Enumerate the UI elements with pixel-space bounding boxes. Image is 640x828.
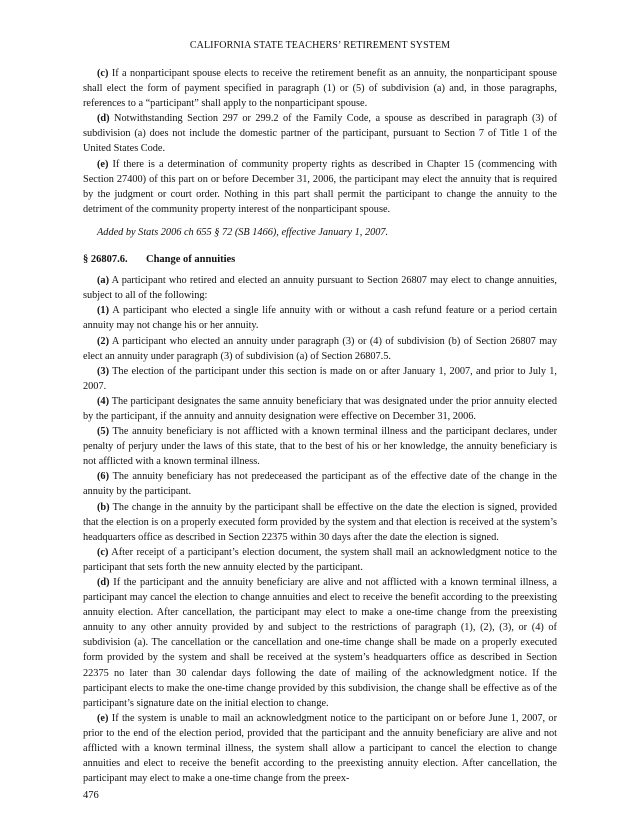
paragraph-text: If there is a determination of community property rights as described in Chapter 15 (commencing with Section 27400) of this part on or before December 31, 2006, the participant may elect the annuity that is required by the judgment or court order. Nothing in this part shall permit the participant to change the annuity to the detriment of the community property interest of the nonparticipant spouse.: [83, 158, 558, 215]
paragraph-a-4: [83, 394, 557, 424]
paragraph-d-top: [83, 111, 557, 156]
paragraph-d: [83, 575, 557, 711]
section-number: § 26807.6.: [83, 254, 128, 266]
paragraph-text: The change in the annuity by the participant shall be effective on the date the election is signed, provided that the election is on a properly executed form provided by the system and that election is received at the system’s headquarters office as described in Section 22375 within 30 days after the date the election is signed.: [83, 501, 558, 543]
paragraph-label: (d): [97, 113, 110, 125]
paragraph-text: Notwithstanding Section 297 or 299.2 of the Family Code, a spouse as described in paragraph (3) of subdivision (a) does not include the domestic partner of the participant, pursuant to Section 7 of Title 1 of the United States Code.: [83, 113, 557, 155]
paragraph-a-6: [83, 469, 557, 499]
paragraph-label: (4): [97, 395, 110, 407]
paragraph-b: [83, 500, 557, 545]
paragraph-label: (2): [97, 335, 110, 347]
page-body: [83, 66, 557, 786]
paragraph-label: (1): [97, 305, 110, 317]
paragraph-text: If the system is unable to mail an acknowledgment notice to the participant on or before June 1, 2007, or prior to the end of the election period, provided that the participant and the annuity beneficiary are alive and not afflicted with a known terminal illness, the system shall allow a participant to cancel the election to change annuities and elect to receive the benefit according to the preexisting annuity election. After cancellation, the participant may elect to make a one-time change from the preex-: [83, 712, 557, 785]
paragraph-a-5: [83, 424, 557, 469]
paragraph-label: (6): [97, 471, 110, 483]
paragraph-e-top: [83, 157, 557, 217]
paragraph-label: (a): [97, 275, 110, 287]
paragraph-text: The election of the participant under this section is made on or after January 1, 2007, and prior to July 1, 2007.: [83, 365, 557, 392]
paragraph-label: (c): [97, 546, 109, 558]
history-note: Added by Stats 2006 ch 655 § 72 (SB 1466), effective January 1, 2007.: [97, 226, 389, 238]
section-heading: [83, 252, 557, 267]
paragraph-text: The annuity beneficiary has not predeceased the participant as of the effective date of the change in the annuity by the participant.: [83, 471, 557, 498]
section-title: Change of annuities: [146, 254, 236, 266]
paragraph-text: After receipt of a participant’s election document, the system shall mail an acknowledgment notice to the participant that sets forth the new annuity elected by the participant.: [83, 546, 557, 573]
paragraph-c-top: [83, 66, 557, 111]
paragraph-c: [83, 545, 557, 575]
top-paragraphs: [83, 66, 557, 217]
paragraph-text: The participant designates the same annuity beneficiary that was designated under the prior annuity elected by the participant, if the annuity and annuity designation were effective on December 31, 2006.: [83, 395, 557, 422]
paragraph-e: [83, 711, 557, 786]
paragraph-a-2: [83, 334, 557, 364]
paragraph-label: (e): [97, 712, 109, 724]
paragraph-text: A participant who retired and elected an annuity pursuant to Section 26807 may elect to change annuities, subject to all of the following:: [83, 275, 557, 302]
paragraph-label: (b): [97, 501, 110, 513]
paragraph-label: (3): [97, 365, 110, 377]
paragraph-a-3: [83, 364, 557, 394]
paragraph-a: [83, 273, 557, 303]
paragraph-text: If the participant and the annuity beneficiary are alive and not afflicted with a known terminal illness, a participant may cancel the election to change annuities and elect to receive the benefit according to the preexisting annuity election. After cancellation, the participant may elect to make a one-time change from the preexisting annuity to any other annuity provided by and subject to the restrictions of paragraph (1), (2), (3), or (4) of subdivision (a). The cancellation or the cancellation and one-time change shall be made on a properly executed form provided by the system and shall be received at the system’s headquarters office as described in Section 22375 no later than 30 calendar days following the date of mailing of the acknowledgment notice. If the participant elects to make the one-time change provided by this subdivision, the change shall be effective as of the participant’s signature date on the initial election to change.: [83, 577, 558, 709]
paragraph-text: If a nonparticipant spouse elects to receive the retirement benefit as an annuity, the nonparticipant spouse shall elect the form of payment specified in paragraph (1) or (5) of subdivision (a) and, in those paragraphs, references to a “participant” shall apply to the nonparticipant spouse.: [83, 68, 558, 110]
page-number: 476: [83, 790, 99, 801]
paragraph-label: (5): [97, 426, 110, 438]
paragraph-a-1: [83, 303, 557, 333]
section-paragraphs: [83, 273, 557, 786]
running-header: CALIFORNIA STATE TEACHERS’ RETIREMENT SYSTEM: [189, 40, 451, 51]
paragraph-label: (c): [97, 68, 109, 79]
paragraph-text: The annuity beneficiary is not afflicted with a known terminal illness and the participant declares, under penalty of perjury under the laws of this state, that to the best of his or her knowledge, the annuity beneficiary is not afflicted with a known terminal illness.: [83, 426, 557, 468]
paragraph-label: (e): [97, 158, 109, 170]
paragraph-text: A participant who elected a single life annuity with or without a cash refund feature or a period certain annuity may not change his or her annuity.: [83, 305, 557, 332]
paragraph-label: (d): [97, 577, 110, 588]
paragraph-text: A participant who elected an annuity under paragraph (3) or (4) of subdivision (b) of Section 26807 may elect an annuity under paragraph (3) of subdivision (a) of Section 26807.5.: [83, 335, 557, 362]
